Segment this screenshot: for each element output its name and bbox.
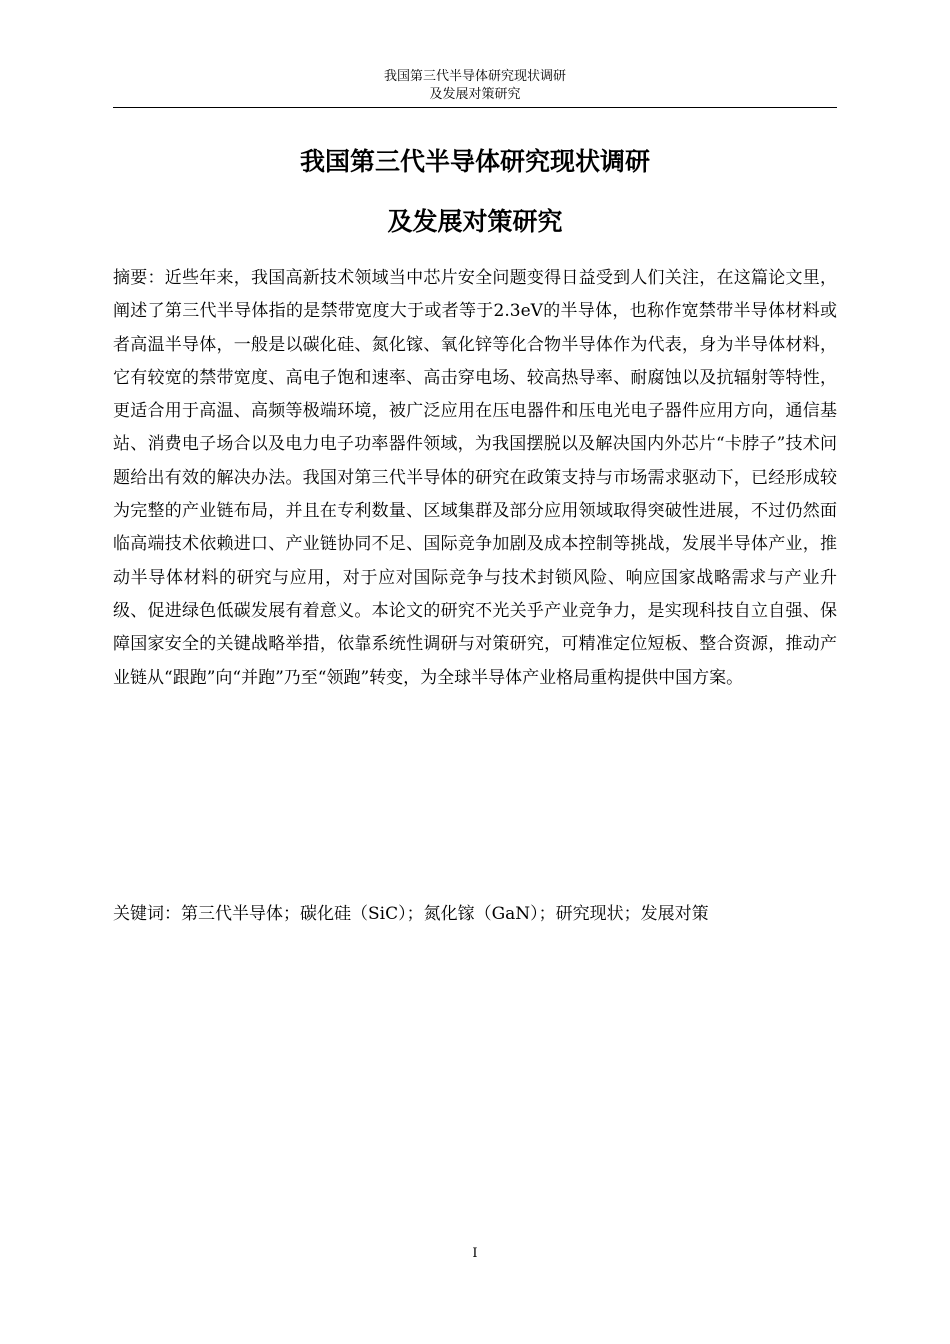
abstract-text: 近些年来，我国高新技术领域当中芯片安全问题变得日益受到人们关注，在这篇论文里，阐述了第三代半导体指的是禁带宽度大于或者等于2.3eV的半导体，也称作宽禁带半导体材料或者高温半导体，一般是以碳化硅、氮化镓、氧化锌等化合物半导体作为代表，身为半导体材料，它有较宽的禁带宽度、高电子饱和速率、高击穿电场、较高热导率、耐腐蚀以及抗辐射等特性，更适合用于高温、高频等极端环境，被广泛应用在压电器件和压电光电子器件应用方向，通信基站、消费电子场合以及电力电子功率器件领域，为我国摆脱以及解决国内外芯片“卡脖子”技术问题给出有效的解决办法。我国对第三代半导体的研究在政策支持与市场需求驱动下，已经形成较为完整的产业链布局，并且在专利数量、区域集群及部分应用领域取得突破性进展，不过仍然面临高端技术依赖进口、产业链协同不足、国际竞争加剧及成本控制等挑战，发展半导体产业，推动半导体材料的研究与应用，对于应对国际竞争与技术封锁风险、响应国家战略需求与产业升级、促进绿色低碳发展有着意义。本论文的研究不光关乎产业竞争力，是实现科技自立自强、保障国家安全的关键战略举措，依靠系统性调研与对策研究，可精准定位短板、整合资源，推动产业链从“跟跑”向“并跑”乃至“领跑”转变，为全球半导体产业格局重构提供中国方案。: [113, 268, 838, 688]
running-header-line-2: 及发展对策研究: [429, 87, 521, 102]
running-header-line-1: 我国第三代半导体研究现状调研: [383, 69, 566, 84]
keywords-line: [113, 898, 837, 931]
header-divider: [113, 107, 837, 108]
page-number: I: [472, 1246, 478, 1261]
running-header: [113, 68, 837, 104]
keywords-text: 第三代半导体；碳化硅（SiC）；氮化镓（GaN）；研究现状；发展对策: [181, 904, 709, 924]
abstract-label: 摘要：: [113, 268, 165, 288]
document-title-line-1: 我国第三代半导体研究现状调研: [299, 147, 650, 176]
document-title-line-2: 及发展对策研究: [387, 207, 563, 236]
abstract-paragraph: [113, 262, 837, 695]
keywords-label: 关键词：: [113, 904, 181, 924]
